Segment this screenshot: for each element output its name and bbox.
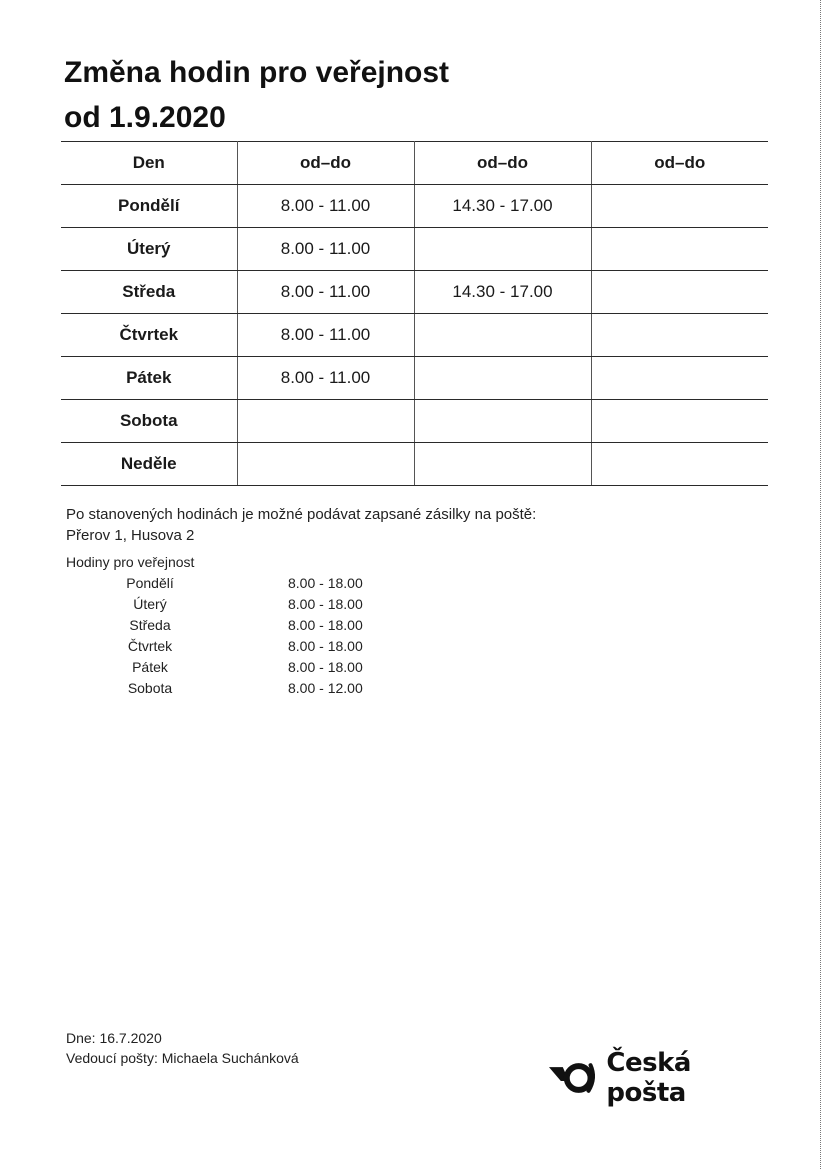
schedule-slot <box>591 185 768 228</box>
after-hours-note: Po stanovených hodinách je možné podávat zapsané zásilky na poště: <box>66 506 537 523</box>
hours-time: 8.00 - 18.00 <box>288 659 363 675</box>
schedule-slot <box>591 400 768 443</box>
hours-day: Pondělí <box>126 575 174 591</box>
schedule-slot <box>414 443 591 486</box>
post-horn-icon <box>547 1061 602 1095</box>
hours-time: 8.00 - 12.00 <box>288 680 363 696</box>
page-title: Změna hodin pro veřejnost <box>64 56 450 89</box>
schedule-slot: 8.00 - 11.00 <box>237 271 414 314</box>
page-subtitle-date: od 1.9.2020 <box>64 101 226 134</box>
hours-day: Úterý <box>133 596 167 612</box>
manager-label: Vedoucí pošty: <box>66 1050 158 1066</box>
list-item <box>100 637 400 658</box>
logo-text: Česká pošta <box>606 1048 691 1108</box>
schedule-slot: 8.00 - 11.00 <box>237 357 414 400</box>
hours-day: Středa <box>129 617 171 633</box>
public-hours-list <box>100 574 400 700</box>
list-item <box>100 616 400 637</box>
date-value: 16.7.2020 <box>99 1030 162 1046</box>
schedule-slot: 8.00 - 11.00 <box>237 314 414 357</box>
ceska-posta-logo <box>547 1048 777 1108</box>
page-edge <box>820 0 821 1169</box>
schedule-slot <box>591 443 768 486</box>
schedule-slot: 14.30 - 17.00 <box>414 271 591 314</box>
schedule-row <box>61 228 768 271</box>
header-slot-3: od–do <box>591 142 768 185</box>
schedule-slot <box>591 314 768 357</box>
schedule-row <box>61 185 768 228</box>
footer-manager <box>66 1049 299 1067</box>
schedule-slot <box>414 357 591 400</box>
manager-name: Michaela Suchánková <box>161 1050 299 1066</box>
schedule-slot: 8.00 - 11.00 <box>237 185 414 228</box>
header-slot-2: od–do <box>414 142 591 185</box>
schedule-slot: 14.30 - 17.00 <box>414 185 591 228</box>
schedule-header-row <box>61 142 768 185</box>
schedule-table <box>61 141 768 486</box>
schedule-row <box>61 400 768 443</box>
hours-day: Sobota <box>127 680 173 696</box>
schedule-slot <box>591 271 768 314</box>
schedule-slot <box>414 314 591 357</box>
hours-time: 8.00 - 18.00 <box>288 575 363 591</box>
hours-time: 8.00 - 18.00 <box>288 638 363 654</box>
schedule-day: Sobota <box>61 400 237 443</box>
schedule-day: Pátek <box>61 357 237 400</box>
hours-time: 8.00 - 18.00 <box>288 596 363 612</box>
schedule-slot <box>591 228 768 271</box>
list-item <box>100 658 400 679</box>
schedule-day: Úterý <box>61 228 237 271</box>
date-label: Dne: <box>66 1030 96 1046</box>
hours-time: 8.00 - 18.00 <box>288 617 363 633</box>
schedule-slot <box>237 400 414 443</box>
public-hours-title: Hodiny pro veřejnost <box>66 554 195 570</box>
footer-date <box>66 1029 162 1047</box>
schedule-day: Neděle <box>61 443 237 486</box>
header-day: Den <box>61 142 237 185</box>
hours-day: Pátek <box>132 659 168 675</box>
schedule-slot <box>237 443 414 486</box>
schedule-slot <box>414 400 591 443</box>
schedule-day: Čtvrtek <box>61 314 237 357</box>
schedule-slot <box>414 228 591 271</box>
schedule-row <box>61 271 768 314</box>
schedule-day: Pondělí <box>61 185 237 228</box>
schedule-day: Středa <box>61 271 237 314</box>
list-item <box>100 679 400 700</box>
list-item <box>100 574 400 595</box>
schedule-row <box>61 443 768 486</box>
schedule-slot: 8.00 - 11.00 <box>237 228 414 271</box>
schedule-slot <box>591 357 768 400</box>
list-item <box>100 595 400 616</box>
schedule-row <box>61 314 768 357</box>
alternate-post-office: Přerov 1, Husova 2 <box>66 527 195 544</box>
hours-day: Čtvrtek <box>127 638 173 654</box>
schedule-row <box>61 357 768 400</box>
header-slot-1: od–do <box>237 142 414 185</box>
